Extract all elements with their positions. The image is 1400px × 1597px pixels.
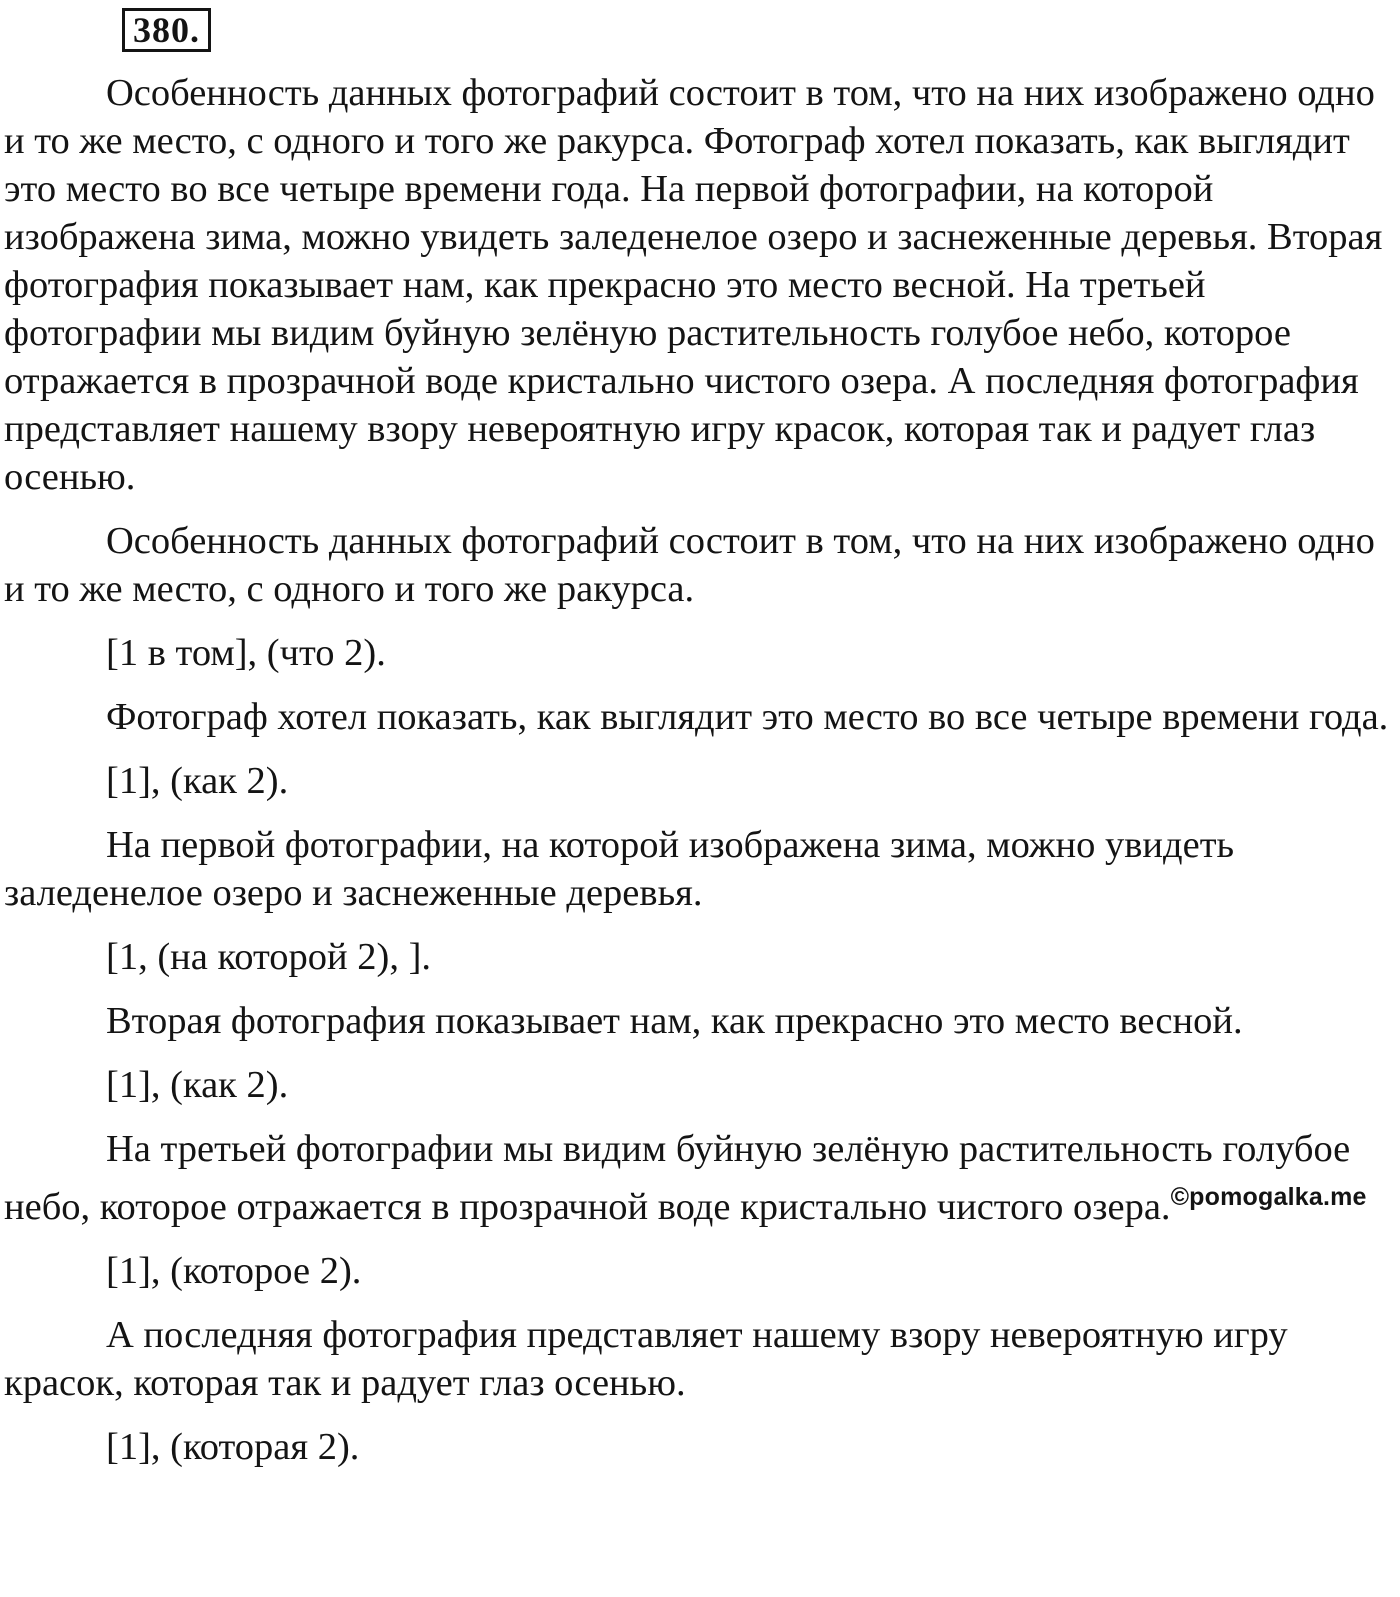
analysis-sentence: Вторая фотография показывает нам, как прекрасно это место весной. — [106, 1000, 1243, 1042]
sentence-scheme: [1], (как 2). — [106, 1064, 289, 1106]
sentence-scheme: [1, (на которой 2), ]. — [106, 936, 432, 978]
analysis-block-3 — [4, 821, 1396, 981]
sentence-scheme: [1 в том], (что 2). — [106, 632, 386, 674]
analysis-sentence: На первой фотографии, на которой изображена зима, можно увидеть заледенелое озеро и заснеженные деревья. — [4, 824, 1235, 914]
analysis-block-2 — [4, 693, 1396, 805]
analysis-sentence: Фотограф хотел показать, как выглядит это место во все четыре времени года. — [106, 696, 1389, 738]
sentence-scheme: [1], (которая 2). — [106, 1426, 360, 1468]
main-paragraph: Особенность данных фотографий состоит в том, что на них изображено одно и то же место, с одного и того же ракурса. Фотограф хотел показать, как выглядит это место во все четыре времени года. На первой фотографии, на которой изображена зима, можно увидеть заледенелое озеро и заснеженные деревья. Вторая фотография показывает нам, как прекрасно это место весной. На третьей фотографии мы видим буйную зелёную растительность голубое небо, которое отражается в прозрачной воде кристально чистого озера. А последняя фотография представляет нашему взору невероятную игру красок, которая так и радует глаз осенью. — [4, 72, 1383, 498]
sentence-scheme: [1], (которое 2). — [106, 1250, 362, 1292]
analysis-block-4 — [4, 997, 1396, 1109]
analysis-sentence-with-watermark — [4, 1125, 1396, 1231]
analysis-block-5 — [4, 1125, 1396, 1295]
analysis-sentence: Особенность данных фотографий состоит в том, что на них изображено одно и то же место, с одного и того же ракурса. — [4, 520, 1375, 610]
watermark: ©pomogalka.me — [1170, 1183, 1367, 1211]
exercise-number: 380. — [122, 8, 211, 52]
analysis-block-6 — [4, 1311, 1396, 1471]
document-text — [4, 69, 1396, 1471]
analysis-block-1 — [4, 517, 1396, 677]
sentence-scheme: [1], (как 2). — [106, 760, 289, 802]
analysis-sentence: А последняя фотография представляет нашему взору невероятную игру красок, которая так и радует глаз осенью. — [4, 1314, 1288, 1404]
analysis-sentence: На третьей фотографии мы видим буйную зелёную растительность голубое небо, которое отражается в прозрачной воде кристально чистого озера. — [4, 1128, 1351, 1228]
